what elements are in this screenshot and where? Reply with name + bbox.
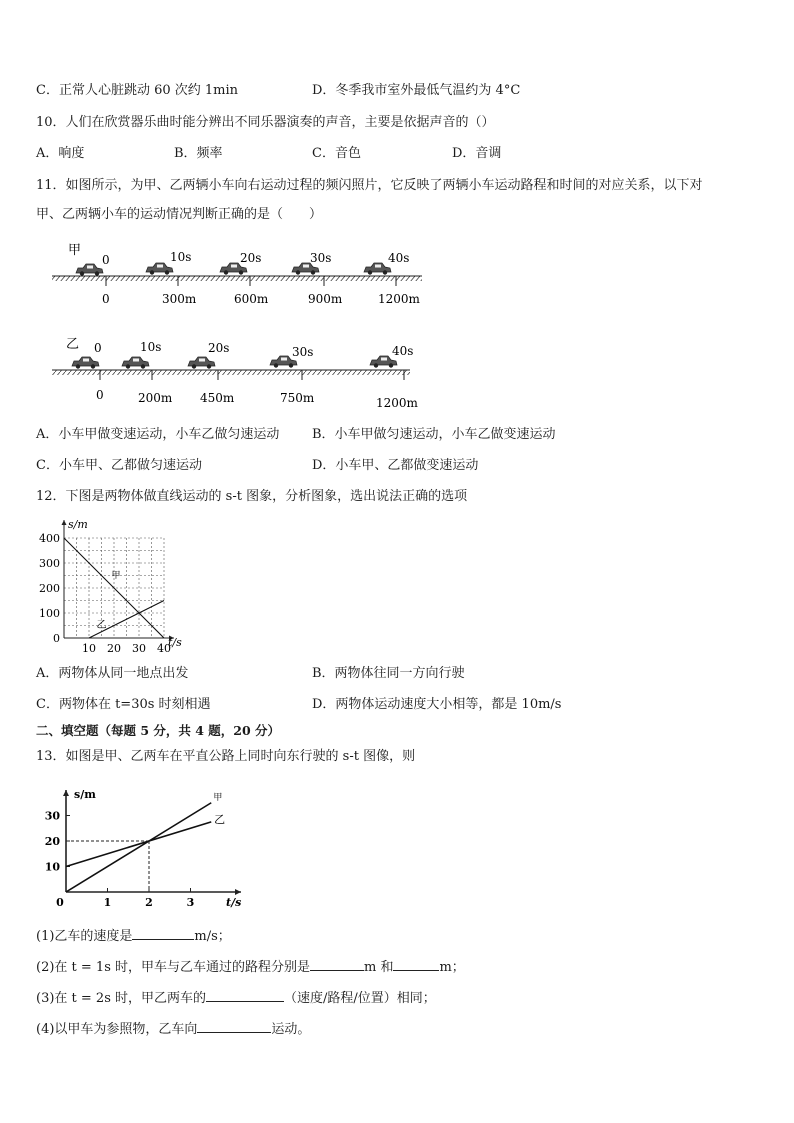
series-label-yi: 乙 (214, 813, 226, 827)
q11-stem-line1: 11．如图所示，为甲、乙两辆小车向右运动过程的频闪照片，它反映了两辆小车运动路程和时间的对应关系，以下对 (36, 178, 703, 193)
q13-blank-4[interactable] (197, 1020, 271, 1033)
y-tick-label: 30 (44, 809, 60, 823)
series-line-jia (66, 803, 211, 892)
y-tick-label: 10 (44, 860, 60, 874)
q13-stem: 13．如图是甲、乙两车在平直公路上同时向东行驶的 s-t 图像，则 (36, 749, 416, 764)
q13-st-chart (36, 784, 246, 909)
q12-st-chart (30, 516, 200, 658)
q11-option-c: C．小车甲、乙都做匀速运动 (36, 458, 202, 473)
q10-option-d: D．音调 (452, 146, 502, 161)
x-tick-label: 10 (82, 642, 96, 655)
series-label-jia: 甲 (111, 571, 121, 581)
q13-sub1 (36, 927, 231, 946)
section-2-heading: 二、填空题（每题 5 分，共 4 题，20 分） (36, 723, 281, 738)
q13-sub4-suffix: 运动。 (271, 1022, 311, 1037)
x-tick-label: 3 (186, 896, 195, 909)
y-tick-label: 20 (44, 835, 60, 848)
y-tick-label: 0 (53, 632, 60, 645)
jia-car-4 (364, 263, 391, 275)
q13-sub2-mid: m 和 (364, 960, 394, 975)
q13-sub2-prefix: (2)在 t = 1s 时，甲车与乙车通过的路程分别是 (36, 960, 311, 975)
x-axis-arrow (235, 889, 241, 895)
yi-distance-4: 1200m (376, 396, 418, 410)
q11-option-a: A．小车甲做变速运动，小车乙做匀速运动 (36, 427, 280, 442)
q13-sub3 (36, 989, 436, 1008)
q11-strobe-figure (40, 240, 430, 415)
jia-time-4: 40s (388, 251, 410, 265)
jia-car-0 (76, 264, 103, 276)
series-line-yi (66, 822, 211, 867)
yi-distance-2: 450m (200, 391, 235, 405)
q13-sub1-prefix: (1)乙车的速度是 (36, 929, 133, 944)
y-axis-label: s/m (68, 518, 88, 531)
jia-road-hatch (52, 276, 422, 281)
y-tick-label: 100 (39, 607, 60, 620)
yi-row-label: 乙 (66, 337, 80, 352)
q13-blank-2a[interactable] (310, 958, 364, 971)
jia-distance-4: 1200m (378, 292, 420, 306)
q9-option-c: C．正常人心脏跳动 60 次约 1min (36, 83, 239, 98)
jia-time-1: 10s (170, 250, 192, 264)
y-tick-label: 200 (39, 582, 60, 595)
q13-blank-2b[interactable] (393, 958, 439, 971)
x-tick-label: 20 (107, 642, 121, 655)
q12-option-a: A．两物体从同一地点出发 (36, 666, 189, 681)
yi-distance-3: 750m (280, 391, 315, 405)
jia-distance-1: 300m (162, 292, 197, 306)
jia-distance-0: 0 (102, 292, 110, 306)
x-tick-label: 1 (103, 896, 112, 909)
q12-option-b: B．两物体往同一方向行驶 (312, 666, 465, 681)
x-tick-label: 2 (145, 896, 153, 909)
q13-blank-1[interactable] (132, 927, 194, 940)
x-axis-label: t/s (168, 636, 182, 649)
y-tick-label: 400 (39, 532, 60, 545)
x-tick-label: 30 (132, 642, 146, 655)
yi-time-3: 30s (292, 345, 314, 359)
q13-sub1-suffix: m/s； (194, 929, 231, 944)
q10-stem: 10．人们在欣赏器乐曲时能分辨出不同乐器演奏的声音，主要是依据声音的（） (36, 115, 495, 130)
q12-option-c: C．两物体在 t=30s 时刻相遇 (36, 697, 211, 712)
yi-distance-0: 0 (96, 388, 104, 402)
series-label-yi: 乙 (96, 620, 107, 631)
y-axis-arrow (63, 790, 69, 796)
q11-stem-line2: 甲、乙两辆小车的运动情况判断正确的是（ ） (36, 207, 323, 222)
yi-road-hatch (52, 370, 410, 375)
jia-car-1 (146, 263, 173, 275)
yi-distance-1: 200m (138, 391, 173, 405)
jia-time-0: 0 (102, 253, 110, 267)
jia-row-label: 甲 (68, 243, 82, 258)
y-axis-arrow (62, 520, 67, 525)
x-axis-label: t/s (226, 896, 242, 909)
q13-sub3-suffix: （速度/路程/位置）相同； (284, 991, 436, 1006)
yi-time-0: 0 (94, 341, 102, 355)
q10-option-b: B．频率 (174, 146, 223, 161)
q11-option-b: B．小车甲做匀速运动，小车乙做变速运动 (312, 427, 556, 442)
yi-time-4: 40s (392, 344, 414, 358)
jia-distance-2: 600m (234, 292, 269, 306)
q13-sub4-prefix: (4)以甲车为参照物，乙车向 (36, 1022, 198, 1037)
x-tick-label: 40 (157, 642, 171, 655)
yi-car-1 (122, 357, 149, 369)
q11-option-d: D．小车甲、乙都做变速运动 (312, 458, 479, 473)
q10-option-c: C．音色 (312, 146, 361, 161)
q9-option-d: D．冬季我市室外最低气温约为 4°C (312, 83, 521, 98)
jia-time-2: 20s (240, 251, 262, 265)
x-tick-label: 0 (56, 896, 64, 909)
q13-blank-3[interactable] (206, 989, 284, 1002)
q12-option-d: D．两物体运动速度大小相等，都是 10m/s (312, 697, 562, 712)
yi-car-0 (72, 357, 99, 369)
jia-distance-3: 900m (308, 292, 343, 306)
jia-time-3: 30s (310, 251, 332, 265)
yi-time-2: 20s (208, 341, 230, 355)
yi-time-1: 10s (140, 340, 162, 354)
q13-sub3-prefix: (3)在 t = 2s 时，甲乙两车的 (36, 991, 207, 1006)
q10-option-a: A．响度 (36, 146, 85, 161)
yi-car-2 (188, 357, 215, 369)
y-axis-label: s/m (74, 788, 96, 801)
q13-sub2-suffix: m； (439, 960, 465, 975)
q13-sub4 (36, 1020, 310, 1039)
series-label-jia: 甲 (213, 793, 223, 804)
y-tick-label: 300 (39, 557, 60, 570)
q12-stem: 12．下图是两物体做直线运动的 s-t 图象，分析图象，选出说法正确的选项 (36, 489, 468, 504)
q13-sub2 (36, 958, 465, 977)
